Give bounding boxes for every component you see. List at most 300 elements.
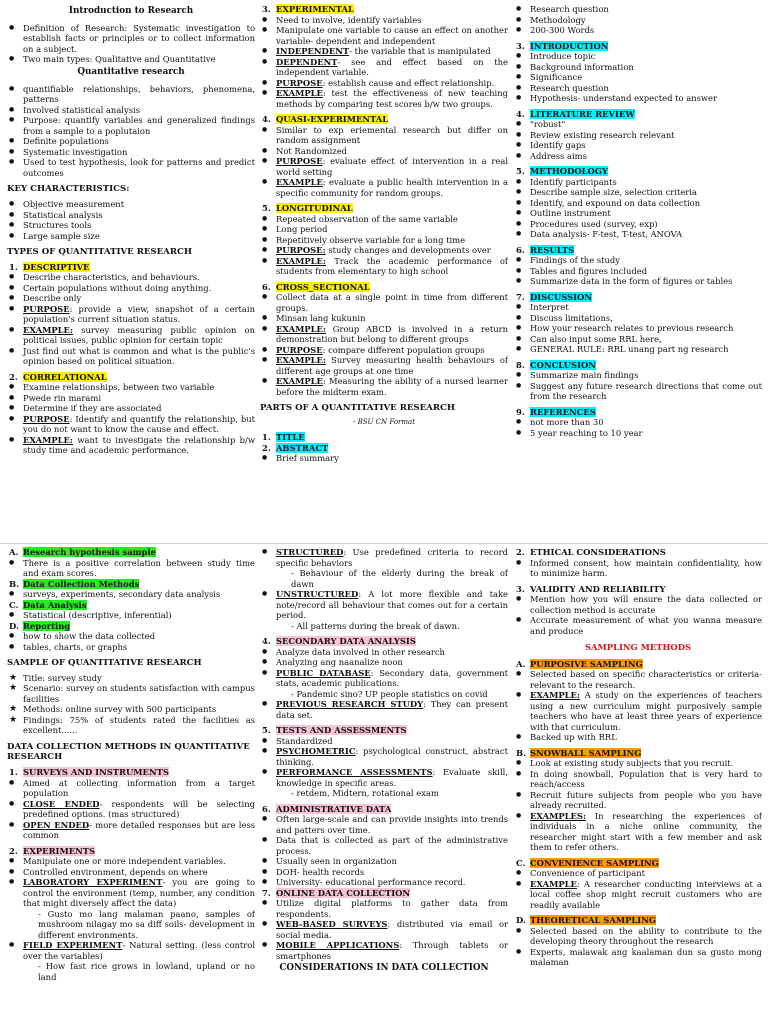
numbered-heading	[514, 407, 762, 418]
bullet-icon: ●	[516, 334, 522, 342]
item-text: : Secondary data, government stats, academic publications.	[276, 667, 508, 688]
list-number: 8.	[516, 359, 525, 370]
section-heading: DATA COLLECTION METHODS IN QUANTITATIVE RESEARCH	[7, 741, 250, 763]
list-item	[7, 272, 255, 283]
numbered-heading	[260, 636, 508, 647]
bullet-list	[7, 547, 255, 652]
numbered-heading	[514, 166, 762, 177]
bullet-icon: ●	[9, 383, 15, 391]
bullet-icon: ●	[262, 768, 268, 775]
bullet-icon: ●	[516, 790, 522, 798]
bullet-icon: ●	[9, 878, 15, 886]
item-text: Statistical (descriptive, inferential)	[23, 610, 172, 620]
list-item	[7, 631, 255, 642]
numbered-heading	[514, 109, 762, 120]
list-item	[260, 919, 508, 940]
bullet-icon: ●	[516, 759, 522, 766]
item-text: Objective measurement	[23, 199, 125, 210]
list-item	[7, 909, 255, 941]
bullet-icon: ●	[516, 879, 522, 887]
item-text: : Identify and quantify the relationship, but you do not want to know the cause and effect.	[23, 413, 255, 435]
list-item	[260, 313, 508, 324]
bullet-icon: ●	[9, 294, 15, 302]
item-text: Analyze data involved in other research	[276, 646, 445, 657]
list-item	[514, 344, 762, 355]
bullet-icon: ●	[9, 116, 15, 124]
item-text: Analyzing ang naanalize noon	[276, 657, 403, 667]
bullet-icon: ●	[9, 346, 15, 354]
item-text: Suggest any future research directions that come out from the research	[530, 380, 762, 401]
bullet-icon: ●	[9, 304, 15, 312]
list-item	[260, 256, 508, 277]
list-number: 6.	[262, 281, 271, 292]
numbered-heading	[7, 846, 255, 857]
heading-text: CONVENIENCE SAMPLING	[530, 857, 659, 868]
list-item	[260, 453, 508, 464]
item-text: Describe sample size, selection criteria	[530, 187, 697, 197]
list-item	[7, 856, 255, 867]
bullet-icon: ●	[516, 266, 522, 274]
list-number: A.	[9, 547, 19, 557]
list-item	[260, 668, 508, 689]
list-item	[7, 642, 255, 653]
list-item	[514, 811, 762, 853]
list-number: C.	[516, 857, 526, 868]
heading-text: ADMINISTRATIVE DATA	[276, 803, 392, 814]
item-text: survey measuring public opinion on political issues, public opinion for certain topic	[23, 324, 255, 346]
list-number: 2.	[9, 845, 18, 856]
list-item	[260, 699, 508, 720]
star-icon: ★	[9, 683, 18, 694]
item-text: Pwede rin marami	[23, 392, 102, 403]
keyword: PURPOSE	[23, 303, 70, 314]
list-number: 3.	[262, 4, 271, 14]
heading-text: Research hypothesis sample	[23, 547, 156, 557]
item-text: Involved statistical analysis	[23, 104, 140, 115]
list-item	[514, 255, 762, 266]
item-text: Definite populations	[23, 136, 109, 147]
keyword: FIELD EXPERIMENT	[23, 940, 123, 951]
item-text: - retdem, Midtern, rotational exam	[291, 788, 439, 798]
bullet-icon: ●	[262, 356, 268, 363]
bullet-icon: ●	[262, 836, 268, 843]
item-text: - more detailed responses but are less common	[23, 819, 255, 841]
item-text: Track the academic performance of students from elementary to high school	[276, 255, 508, 276]
list-number: 1.	[9, 767, 18, 778]
list-item	[514, 25, 762, 36]
item-text: - Gusto mo lang malaman paano, samples of mushroom nilagay mo sa diff soils- development in different environments.	[38, 908, 255, 940]
item-text: Large sample size	[23, 230, 100, 241]
item-text: Backed up with RRL	[530, 732, 617, 742]
list-item	[514, 15, 762, 26]
bullet-icon: ●	[516, 209, 522, 216]
item-text: : distributed via email or social media.	[276, 919, 508, 940]
list-number: 5.	[262, 203, 271, 213]
item-text: Collect data at a single point in time from different groups.	[276, 292, 508, 313]
item-text: Convenience of participant	[530, 868, 645, 878]
item-text: Group ABCD is involved in a return demonstration but belong to different groups	[276, 323, 508, 344]
heading-text: ABSTRACT	[276, 442, 329, 453]
item-text: Selected based on specific characteristics or criteria-relevant to the research.	[530, 669, 762, 690]
keyword: PSYCHOMETRIC	[276, 746, 356, 756]
list-item	[514, 151, 762, 162]
list-item	[7, 715, 255, 736]
list-number: 6.	[516, 244, 525, 255]
item-text: Methods: online survey with 500 participants	[23, 704, 217, 715]
item-text: - Behaviour of the elderly during the break of dawn	[291, 568, 508, 589]
item-text: Definition of Research: Systematic investigation to establish facts or principles or to collect information on a subject.	[23, 22, 255, 54]
item-text: Research question	[530, 4, 609, 14]
heading-text: CONCLUSION	[530, 359, 596, 370]
heading-text: QUASI-EXPERIMENTAL	[276, 114, 389, 124]
list-item	[7, 293, 255, 304]
list-number: 2.	[9, 371, 18, 382]
list-item	[7, 84, 255, 105]
bullet-icon: ●	[262, 314, 268, 321]
list-item	[260, 345, 508, 356]
list-number: 4.	[262, 114, 271, 124]
section-title: CONSIDERATIONS IN DATA COLLECTION	[279, 963, 489, 973]
numbered-heading	[260, 432, 508, 443]
item-text: Selected based on the ability to contribute to the developing theory throughout the research	[530, 925, 762, 946]
item-text: 200-300 Words	[530, 25, 595, 35]
list-item	[514, 758, 762, 769]
bullet-icon: ●	[516, 595, 522, 602]
list-item	[260, 647, 508, 658]
column-1-bottom	[7, 547, 255, 1024]
item-text: Accurate measurement of what you wanna measure and produce	[530, 615, 762, 636]
keyword: EXAMPLE:	[276, 355, 327, 365]
list-item	[514, 947, 762, 968]
bullet-icon: ●	[9, 137, 15, 145]
list-item	[7, 23, 255, 55]
item-text: DOH- health records	[276, 866, 365, 877]
list-number: 2.	[516, 547, 525, 557]
list-number: 6.	[262, 803, 271, 814]
list-item	[260, 589, 508, 621]
column-3-bottom	[514, 547, 762, 1024]
item-text: : evaluate effect of intervention in a real world setting	[276, 156, 508, 177]
heading-text: Data Analysis	[23, 599, 87, 610]
bullet-icon: ●	[516, 324, 522, 331]
list-item	[514, 428, 762, 439]
heading-text: REFERENCES	[530, 406, 596, 417]
item-text: Long period	[276, 224, 328, 234]
list-number: 5.	[262, 725, 271, 735]
heading-text: TESTS AND ASSESSMENTS	[276, 725, 407, 735]
bullet-list	[514, 659, 762, 968]
numbered-heading	[260, 443, 508, 454]
keyword: EXAMPLE:	[276, 255, 327, 266]
star-icon: ★	[9, 672, 18, 683]
keyword: PURPOSE	[276, 156, 323, 166]
list-item	[7, 940, 255, 961]
bullet-icon: ●	[262, 658, 268, 665]
bullet-icon: ●	[516, 15, 522, 23]
list-number: D.	[516, 915, 526, 925]
list-item	[260, 835, 508, 856]
keyword: EXAMPLE:	[23, 434, 74, 445]
bullet-icon: ●	[516, 670, 522, 677]
bullet-icon: ●	[262, 15, 268, 23]
item-text: "robust"	[530, 119, 566, 129]
item-text: Certain populations without doing anything.	[23, 282, 212, 293]
list-item	[260, 877, 508, 888]
section-heading: KEY CHARACTERISTICS:	[7, 184, 130, 195]
list-item	[7, 147, 255, 158]
column-2-bottom	[260, 547, 508, 1024]
heading-text: CORRELATIONAL	[23, 371, 107, 382]
item-text: Utilize digital platforms to gather data from respondents.	[276, 898, 508, 919]
item-text: - see and effect based on the independent variable.	[276, 56, 508, 77]
list-item	[260, 940, 508, 961]
section-heading: PARTS OF A QUANTITATIVE RESEARCH	[260, 403, 455, 413]
item-text: Can also input some RRL here,	[530, 333, 662, 344]
bullet-icon: ●	[262, 899, 268, 906]
list-item	[514, 208, 762, 219]
list-item	[7, 414, 255, 435]
list-item	[260, 25, 508, 46]
bullet-icon: ●	[9, 231, 15, 239]
item-text: : Evaluate skill, knowledge in specific areas.	[276, 767, 508, 788]
numbered-heading	[514, 292, 762, 303]
bullet-list	[7, 767, 255, 982]
numbered-heading	[514, 547, 762, 558]
list-number: 1.	[262, 432, 271, 443]
heading-text: CROSS_SECTIONAL	[276, 281, 370, 292]
list-item	[7, 704, 255, 715]
list-item	[514, 370, 762, 381]
list-item	[514, 62, 762, 73]
list-item	[260, 46, 508, 57]
bullet-icon: ●	[9, 632, 15, 639]
list-number: A.	[516, 658, 526, 669]
heading-text: DESCRIPTIVE	[23, 261, 90, 272]
item-text: How your research relates to previous research	[530, 323, 734, 333]
bullet-list	[7, 84, 255, 179]
item-text: Manipulate one or more independent variables.	[23, 856, 226, 867]
bullet-icon: ●	[516, 947, 522, 955]
bullet-icon: ●	[9, 221, 15, 229]
bullet-icon: ●	[516, 616, 522, 623]
page-divider	[0, 543, 768, 544]
item-text: surveys, experiments, secondary data analysis	[23, 589, 221, 599]
item-text: Experts, malawak ang kaalaman dun sa gusto mong malaman	[530, 946, 762, 967]
list-item	[260, 15, 508, 26]
bullet-icon: ●	[9, 200, 15, 208]
bullet-list	[514, 4, 762, 438]
list-item	[260, 57, 508, 78]
list-item	[514, 93, 762, 104]
item-text: : A researcher conducting interviews at a local coffee shop might recruit customers who are readily available	[530, 878, 762, 910]
list-item	[514, 790, 762, 811]
bullet-icon: ●	[262, 345, 268, 353]
bullet-icon: ●	[262, 700, 268, 707]
keyword: WEB-BASED SURVEYS	[276, 919, 388, 929]
bullet-icon: ●	[262, 377, 268, 384]
bullet-icon: ●	[262, 647, 268, 655]
bullet-icon: ●	[262, 867, 268, 875]
list-item	[514, 119, 762, 130]
bullet-icon: ●	[9, 273, 15, 281]
numbered-heading	[260, 725, 508, 736]
list-item	[514, 177, 762, 188]
numbered-heading	[260, 888, 508, 899]
bullet-icon: ●	[262, 178, 268, 185]
heading-text: ONLINE DATA COLLECTION	[276, 887, 411, 898]
keyword: PURPOSE:	[276, 245, 326, 255]
numbered-heading	[7, 579, 255, 590]
numbered-heading	[260, 4, 508, 15]
bullet-icon: ●	[516, 120, 522, 127]
heading-text: SNOWBALL SAMPLING	[530, 747, 642, 758]
bullet-icon: ●	[262, 668, 268, 676]
list-item	[7, 136, 255, 147]
bullet-icon: ●	[262, 57, 268, 65]
list-item	[7, 435, 255, 456]
item-text: Just find out what is common and what is the public's opinion based on political situation.	[23, 345, 255, 367]
item-text: Mention how you will ensure the data collected or collection method is accurate	[530, 594, 762, 615]
keyword: PERFORMANCE ASSESSMENTS	[276, 767, 433, 777]
heading-text: PURPOSIVE SAMPLING	[530, 658, 643, 669]
item-text: Findings: 75% of students rated the facilities as excellent......	[23, 714, 255, 736]
bullet-icon: ●	[9, 558, 15, 566]
item-text: : Through tablets or smartphones	[276, 940, 508, 961]
bullet-icon: ●	[516, 428, 522, 436]
bullet-icon: ●	[262, 590, 268, 597]
list-item	[7, 867, 255, 878]
list-item	[514, 732, 762, 743]
keyword: EXAMPLE	[530, 878, 577, 889]
list-item	[514, 615, 762, 636]
heading-text: METHODOLOGY	[530, 166, 608, 176]
numbered-heading	[514, 858, 762, 869]
bullet-icon: ●	[9, 404, 15, 412]
item-text: A study on the experiences of teachers using a new curriculum might purposively sample teachers who have at least three years of experience with that curriculum.	[530, 690, 762, 732]
item-text: Summarize data in the form of figures or tables	[530, 276, 733, 286]
bullet-icon: ●	[262, 256, 268, 264]
heading-text: EXPERIMENTS	[23, 845, 96, 856]
list-number: 9.	[516, 406, 525, 417]
list-item	[260, 156, 508, 177]
numbered-heading	[514, 245, 762, 256]
item-text: : establish cause and effect relationship.	[322, 77, 495, 88]
numbered-heading	[514, 584, 762, 595]
bullet-icon: ●	[9, 283, 15, 291]
bullet-icon: ●	[9, 147, 15, 155]
item-text: In doing snowball, Population that is very hard to reach/access	[530, 768, 762, 789]
list-item	[260, 324, 508, 345]
list-number: 7.	[516, 291, 525, 302]
list-item	[260, 814, 508, 835]
star-icon: ★	[9, 714, 18, 725]
list-number: 2.	[262, 442, 271, 453]
bullet-icon: ●	[516, 26, 522, 33]
bullet-icon: ●	[9, 393, 15, 401]
item-text: Need to involve, identify variables	[276, 14, 422, 25]
item-text: Purpose: quantify variables and generalized findings from a sample to a poplutaion	[23, 115, 255, 136]
list-number: C.	[9, 599, 19, 610]
bullet-list	[514, 547, 762, 636]
item-text: Discuss limitations,	[530, 312, 613, 323]
list-item	[514, 276, 762, 287]
bullet-icon: ●	[262, 246, 268, 253]
bullet-list	[260, 4, 508, 397]
list-item	[260, 125, 508, 146]
item-text: : They can present data set.	[276, 699, 508, 720]
item-text: not more than 30	[530, 417, 604, 427]
list-item	[514, 229, 762, 240]
list-item	[260, 78, 508, 89]
bullet-list	[7, 262, 255, 456]
bullet-icon: ●	[262, 815, 268, 822]
bullet-icon: ●	[262, 26, 268, 33]
item-text: Address aims	[530, 150, 587, 161]
list-item	[260, 736, 508, 747]
bullet-icon: ●	[516, 691, 522, 698]
keyword: OPEN ENDED	[23, 819, 90, 830]
list-item	[514, 769, 762, 790]
item-text: want to investigate the relationship b/w study time and academic performance.	[23, 434, 255, 456]
bullet-icon: ●	[9, 55, 15, 63]
bullet-icon: ●	[262, 324, 268, 332]
keyword: STRUCTURED	[276, 547, 344, 557]
list-item	[514, 313, 762, 324]
item-text: how to show the data collected	[23, 631, 156, 641]
section-heading: SAMPLE OF QUANTITATIVE RESEARCH	[7, 658, 202, 668]
column-3-top	[514, 4, 762, 544]
list-item	[514, 669, 762, 690]
item-text: Scenario: survey on students satisfaction with campus facilities	[23, 683, 255, 704]
list-item	[514, 72, 762, 83]
section-title: Quantitative research	[77, 66, 185, 77]
bullet-icon: ●	[262, 920, 268, 927]
item-text: Standardized	[276, 735, 333, 746]
format-note: - BSU CN Format	[352, 417, 416, 426]
list-item	[514, 381, 762, 402]
list-item	[260, 146, 508, 157]
list-item	[514, 140, 762, 151]
list-item	[514, 594, 762, 615]
list-item	[260, 376, 508, 397]
keyword: EXAMPLE	[276, 88, 323, 98]
list-item	[514, 868, 762, 879]
keyword: EXAMPLES:	[530, 810, 587, 821]
numbered-heading	[7, 547, 255, 558]
item-text: Repeated observation of the same variable	[276, 213, 458, 224]
bullet-icon: ●	[9, 590, 15, 597]
bullet-icon: ●	[516, 313, 522, 321]
heading-text: LITERATURE REVIEW	[530, 108, 635, 119]
bullet-icon: ●	[9, 941, 15, 949]
numbered-heading	[514, 915, 762, 926]
bullet-icon: ●	[262, 89, 268, 96]
bullet-icon: ●	[9, 105, 15, 113]
bullet-icon: ●	[516, 198, 522, 206]
list-number: 7.	[262, 887, 271, 898]
list-item	[7, 683, 255, 704]
bullet-icon: ●	[516, 219, 522, 227]
bullet-icon: ●	[516, 256, 522, 263]
bullet-icon: ●	[9, 210, 15, 218]
list-item	[514, 558, 762, 579]
list-item	[514, 83, 762, 94]
item-text: University- educational performance record.	[276, 877, 466, 887]
item-text: Recruit future subjects from people who you have already recruited.	[530, 789, 762, 810]
bullet-icon: ●	[516, 151, 522, 159]
bullet-icon: ●	[516, 188, 522, 195]
heading-text: SURVEYS AND INSTRUMENTS	[23, 767, 169, 778]
